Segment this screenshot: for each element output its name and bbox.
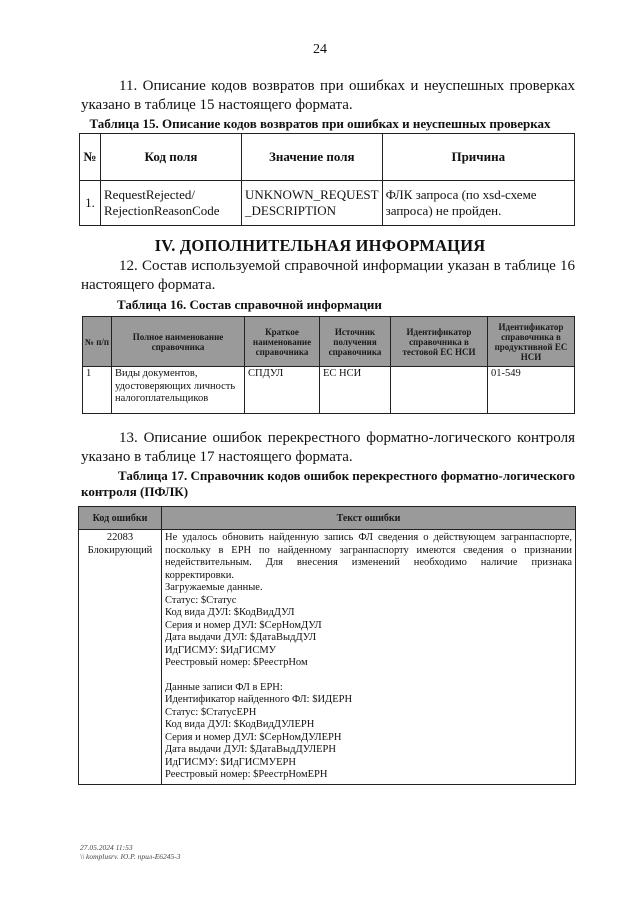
error-line: Реестровый номер: $РеестрНом [165, 657, 308, 668]
cell-field-code [101, 181, 242, 226]
col-header-field-value: Значение поля [242, 134, 383, 181]
error-line: Идентификатор найденного ФЛ: $ИДЕРН [165, 694, 353, 705]
field-value-line: _DESCRIPTION [245, 203, 337, 218]
col-header-field-code: Код поля [101, 134, 242, 181]
error-line: Код вида ДУЛ: $КодВидДУЛЕРН [165, 719, 315, 730]
table-row [79, 530, 576, 785]
spacer [165, 670, 572, 682]
error-type: Блокирующий [87, 544, 153, 556]
table-16 [82, 316, 575, 414]
table-15-caption: Таблица 15. Описание кодов возвратов при ошибках и неуспешных проверках [89, 116, 551, 131]
cell-reason: ФЛК запроса (по xsd-схеме запроса) не пройден. [382, 181, 574, 226]
col-header-short-name: Краткое наименование справочника [245, 317, 320, 367]
error-line: Загружаемые данные. [165, 582, 263, 593]
error-line: Серия и номер ДУЛ: $СерНомДУЛЕРН [165, 731, 342, 743]
paragraph-12: 12. Состав используемой справочной информации указан в таблице 16 настоящего формата. [81, 258, 575, 293]
table-16-caption: Таблица 16. Состав справочной информации [117, 297, 382, 312]
col-header-number: № [80, 134, 101, 181]
col-header-error-code: Код ошибки [79, 507, 162, 530]
col-header-error-text: Текст ошибки [162, 507, 576, 530]
error-line: ИдГИСМУ: $ИдГИСМУ [165, 644, 277, 656]
error-line: Дата выдачи ДУЛ: $ДатаВыдДУЛ [165, 632, 317, 643]
table-15 [79, 133, 575, 226]
page-number: 24 [313, 42, 327, 57]
cell-field-value [242, 181, 383, 226]
cell-prod-id: 01-549 [488, 367, 575, 414]
section-heading: IV. ДОПОЛНИТЕЛЬНАЯ ИНФОРМАЦИЯ [154, 236, 486, 255]
col-header-reason: Причина [382, 134, 574, 181]
cell-number: 1 [83, 367, 112, 414]
error-line: ИдГИСМУ: $ИдГИСМУЕРН [165, 756, 296, 768]
table-header-row [80, 134, 575, 181]
table-header-row [79, 507, 576, 530]
cell-error-text [162, 530, 576, 785]
col-header-number: № п/п [83, 317, 112, 367]
paragraph-13: 13. Описание ошибок перекрестного форматно-логического контроля указано в таблице 17 настоящего формата. [81, 430, 575, 465]
field-code-line: RejectionReasonCode [104, 203, 220, 218]
table-17-caption: Таблица 17. Справочник кодов ошибок перекрестного форматно-логического контроля (ПФЛК) [81, 468, 575, 499]
error-line: Статус: $Статус [165, 594, 237, 606]
cell-error-code [79, 530, 162, 785]
cell-number: 1. [80, 181, 101, 226]
error-line: Дата выдачи ДУЛ: $ДатаВыдДУЛЕРН [165, 744, 336, 755]
table-header-row [83, 317, 575, 367]
paragraph-11: 11. Описание кодов возвратов при ошибках и неуспешных проверках указано в таблице 15 настоящего формата. [81, 78, 575, 113]
table-17 [78, 506, 576, 785]
cell-short-name: СПДУЛ [245, 367, 320, 414]
error-line: Код вида ДУЛ: $КодВидДУЛ [165, 607, 295, 618]
col-header-prod-id: Идентификатор справочника в продуктивной ЕС НСИ [488, 317, 575, 367]
cell-source: ЕС НСИ [320, 367, 391, 414]
footer-stamp [80, 843, 181, 861]
table-row [83, 367, 575, 414]
table-row [80, 181, 575, 226]
field-code-line: RequestRejected/ [104, 187, 195, 202]
col-header-full-name: Полное наименование справочника [112, 317, 245, 367]
error-intro: Не удалось обновить найденную запись ФЛ сведения о действующем загранпаспорте, поскольку в ЕРН по найденному загранпаспорту имеются сведения о признании недействительным. Для внесения изменений необходимо наличие признака корректировки. [165, 532, 572, 581]
cell-full-name: Виды документов, удостоверяющих личность налогоплательщиков [112, 367, 245, 414]
col-header-test-id: Идентификатор справочника в тестовой ЕС НСИ [391, 317, 488, 367]
error-line: Данные записи ФЛ в ЕРН: [165, 681, 283, 693]
error-code-value: 22083 [106, 532, 134, 543]
error-line: Реестровый номер: $РеестрНомЕРН [165, 769, 328, 780]
footer-path: \\ komplusrv. Ю.Р. прил-Е6245-3 [80, 852, 181, 861]
field-value-line: UNKNOWN_REQUEST [245, 187, 379, 202]
cell-test-id [391, 367, 488, 414]
col-header-source: Источник получения справочника [320, 317, 391, 367]
error-line: Статус: $СтатусЕРН [165, 706, 257, 718]
footer-date: 27.05.2024 11:53 [80, 843, 133, 852]
error-line: Серия и номер ДУЛ: $СерНомДУЛ [165, 619, 322, 631]
